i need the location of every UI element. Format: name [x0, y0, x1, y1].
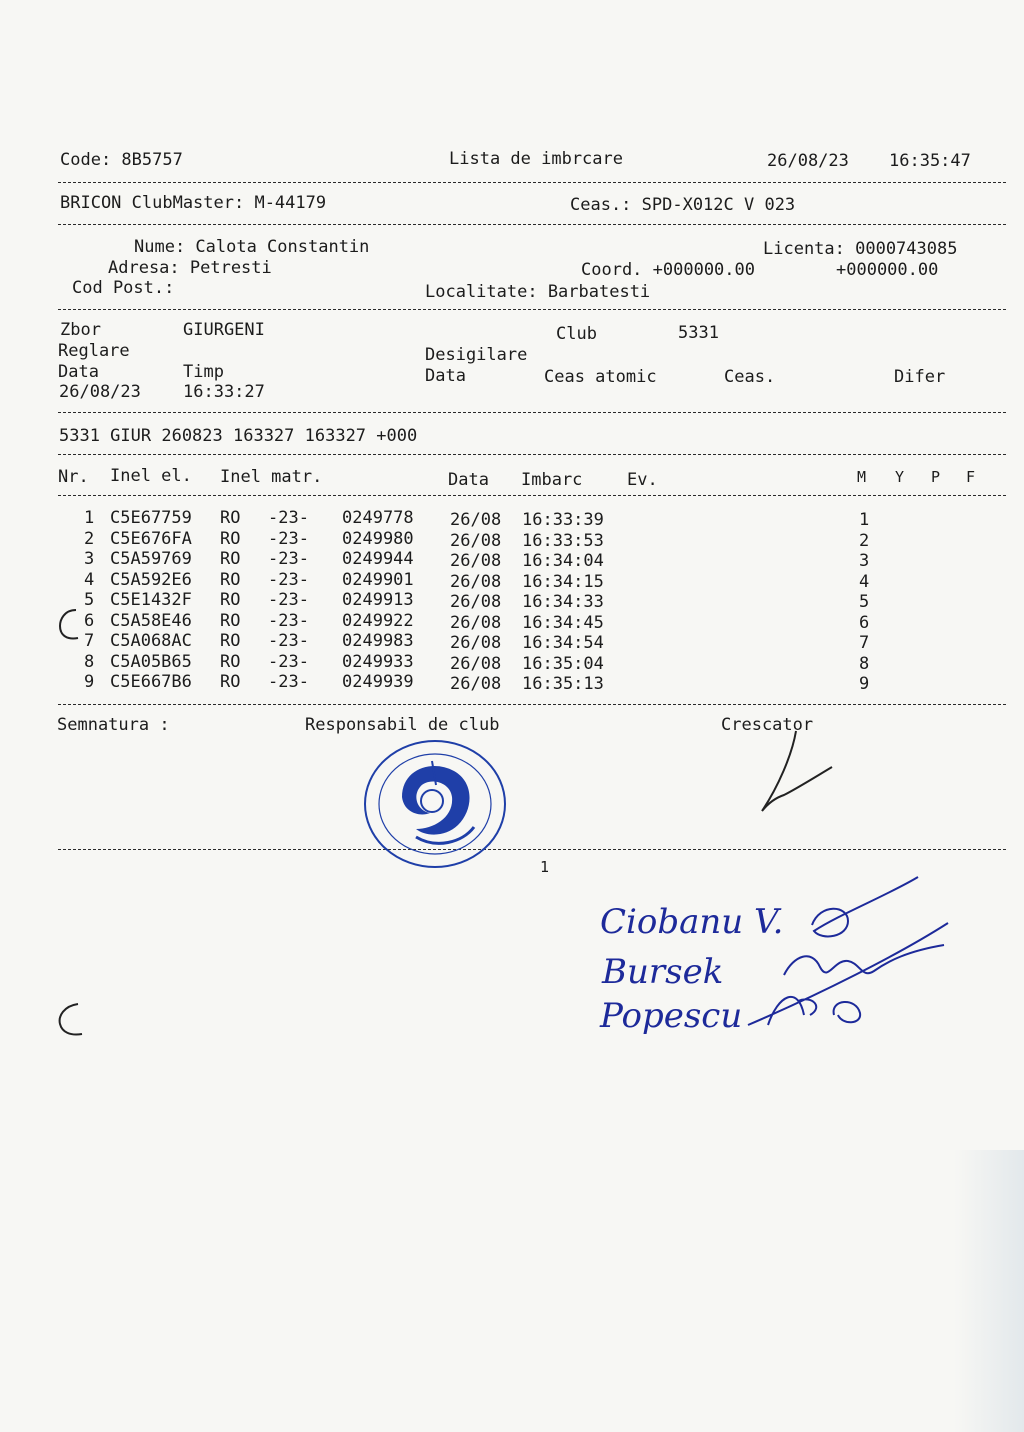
breeder-label: Crescator [721, 715, 814, 735]
row-time: 16:33:53 [522, 530, 604, 551]
margin-mark [56, 1002, 86, 1038]
coordinates-first: Coord. +000000.00 [581, 260, 755, 280]
divider [58, 495, 1006, 496]
setting-date: 26/08/23 [59, 382, 141, 402]
flight-location: GIURGENI [183, 320, 265, 340]
row-nr: 2 [84, 528, 95, 549]
row-ring-number: 0249778 [342, 508, 414, 528]
divider [58, 704, 1006, 705]
row-m: 5 [859, 592, 870, 612]
row-m: 9 [859, 674, 870, 694]
divider [58, 849, 1006, 850]
row-ring-number: 0249944 [342, 549, 414, 569]
row-nr: 1 [84, 508, 95, 528]
row-country: RO [220, 508, 241, 528]
license-number: Licenta: 0000743085 [763, 239, 958, 259]
flight-label: Zbor [60, 320, 101, 340]
code-label: Code: 8B5757 [60, 150, 183, 170]
row-date: 26/08 [450, 510, 502, 530]
club-responsible-label: Responsabil de club [305, 715, 500, 735]
margin-mark [58, 606, 84, 642]
row-date: 26/08 [450, 674, 502, 694]
col-f: F [966, 468, 976, 486]
owner-address: Adresa: Petresti [108, 258, 272, 278]
atomic-clock-label: Ceas atomic [544, 367, 657, 387]
col-y: Y [895, 468, 905, 486]
row-m: 1 [859, 510, 870, 530]
row-m: 2 [859, 530, 870, 551]
row-date: 26/08 [450, 653, 502, 674]
row-time: 16:34:54 [522, 633, 604, 653]
header-date: 26/08/23 [767, 151, 849, 171]
divider [58, 182, 1006, 183]
row-electronic-ring: C5E67759 [110, 508, 192, 528]
club-number: 5331 [678, 323, 719, 343]
row-ring-number: 0249933 [342, 651, 414, 672]
row-electronic-ring: C5E667B6 [110, 672, 192, 692]
row-year: -23- [268, 508, 309, 528]
row-year: -23- [268, 549, 309, 569]
col-boarding: Imbarc [521, 470, 583, 490]
row-year: -23- [268, 610, 309, 631]
col-p: P [931, 468, 941, 486]
row-nr: 6 [84, 610, 95, 631]
row-m: 3 [859, 551, 870, 571]
row-ring-number: 0249983 [342, 631, 414, 651]
row-year: -23- [268, 590, 309, 610]
clubmaster-id: BRICON ClubMaster: M-44179 [60, 193, 327, 213]
col-electronic-ring: Inel el. [110, 466, 192, 486]
col-ring-number: Inel matr. [220, 467, 323, 487]
row-date: 26/08 [450, 530, 502, 551]
col-nr: Nr. [58, 467, 89, 487]
row-date: 26/08 [450, 571, 502, 592]
row-m: 6 [859, 612, 870, 633]
divider [58, 224, 1006, 225]
owner-name: Nume: Calota Constantin [134, 237, 370, 257]
row-country: RO [220, 590, 241, 610]
row-electronic-ring: C5E676FA [110, 528, 192, 549]
setting-date-label: Data [58, 362, 99, 382]
club-label: Club [556, 324, 597, 344]
signature-name-3: Popescu [600, 996, 743, 1036]
col-event: Ev. [627, 470, 658, 490]
row-year: -23- [268, 631, 309, 651]
document-title: Lista de imbrcare [449, 149, 623, 169]
row-ring-number: 0249980 [342, 528, 414, 549]
row-nr: 8 [84, 651, 95, 672]
header-time: 16:35:47 [889, 151, 971, 171]
row-m: 7 [859, 633, 870, 653]
row-m: 8 [859, 653, 870, 674]
row-nr: 9 [84, 672, 95, 692]
row-country: RO [220, 651, 241, 672]
difference-label: Difer [894, 367, 946, 387]
row-nr: 4 [84, 569, 95, 590]
row-time: 16:34:45 [522, 612, 604, 633]
unsealing-label: Desigilare [425, 345, 528, 365]
row-country: RO [220, 610, 241, 631]
signature-name-2: Bursek [602, 952, 724, 992]
row-time: 16:34:33 [522, 592, 604, 612]
scan-shadow [954, 1150, 1024, 1432]
row-ring-number: 0249922 [342, 610, 414, 631]
row-time: 16:34:04 [522, 551, 604, 571]
row-ring-number: 0249901 [342, 569, 414, 590]
row-electronic-ring: C5A592E6 [110, 569, 192, 590]
row-country: RO [220, 631, 241, 651]
row-electronic-ring: C5A068AC [110, 631, 192, 651]
divider [58, 412, 1006, 413]
row-year: -23- [268, 672, 309, 692]
club-stamp [362, 737, 508, 871]
divider [58, 454, 1006, 455]
row-electronic-ring: C5A59769 [110, 549, 192, 569]
setting-time: 16:33:27 [183, 382, 265, 402]
locality: Localitate: Barbatesti [425, 282, 651, 302]
coordinates-second: +000000.00 [836, 260, 939, 280]
row-electronic-ring: C5A05B65 [110, 651, 192, 672]
row-date: 26/08 [450, 551, 502, 571]
row-time: 16:34:15 [522, 571, 604, 592]
breeder-signature [752, 727, 842, 815]
clock-label: Ceas. [724, 367, 776, 387]
divider [58, 309, 1006, 310]
row-nr: 7 [84, 631, 95, 651]
row-year: -23- [268, 651, 309, 672]
committee-signatures [598, 875, 950, 1050]
row-electronic-ring: C5E1432F [110, 590, 192, 610]
col-m: M [857, 468, 867, 486]
setting-label: Reglare [58, 341, 130, 361]
row-date: 26/08 [450, 612, 502, 633]
row-country: RO [220, 528, 241, 549]
row-nr: 3 [84, 549, 95, 569]
unsealing-date-label: Data [425, 366, 466, 386]
postal-code: Cod Post.: [72, 278, 175, 298]
signature-label: Semnatura : [57, 715, 170, 735]
row-ring-number: 0249939 [342, 672, 414, 692]
setting-time-label: Timp [183, 362, 224, 382]
row-year: -23- [268, 528, 309, 549]
col-date: Data [448, 470, 489, 490]
row-country: RO [220, 569, 241, 590]
row-country: RO [220, 672, 241, 692]
row-date: 26/08 [450, 592, 502, 612]
row-m: 4 [859, 571, 870, 592]
row-country: RO [220, 549, 241, 569]
signature-name-1: Ciobanu V. [600, 902, 784, 942]
row-time: 16:35:04 [522, 653, 604, 674]
flight-code-line: 5331 GIUR 260823 163327 163327 +000 [59, 426, 418, 446]
row-time: 16:35:13 [522, 674, 604, 694]
clock-id: Ceas.: SPD-X012C V 023 [570, 195, 796, 215]
row-date: 26/08 [450, 633, 502, 653]
row-electronic-ring: C5A58E46 [110, 610, 192, 631]
row-nr: 5 [84, 590, 95, 610]
row-ring-number: 0249913 [342, 590, 414, 610]
row-year: -23- [268, 569, 309, 590]
page-number: 1 [540, 858, 550, 876]
row-time: 16:33:39 [522, 510, 604, 530]
